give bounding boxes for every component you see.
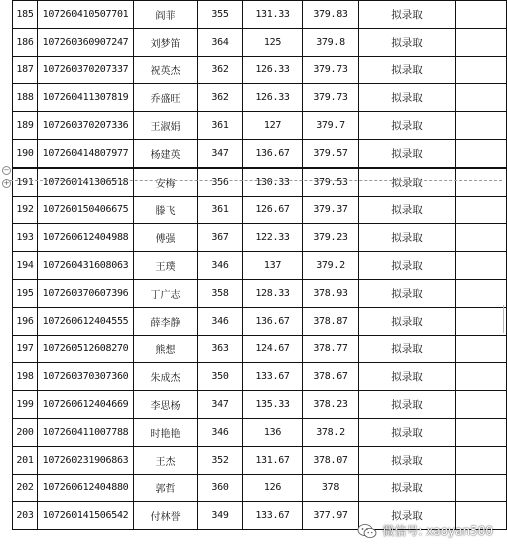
exam-id-cell: 107260370307360 (38, 363, 134, 391)
status-cell: 拟录取 (359, 279, 456, 307)
status-cell: 拟录取 (359, 56, 456, 84)
remarks-cell (456, 252, 507, 280)
exam-id-cell: 107260360907247 (38, 28, 134, 56)
table-row (13, 391, 507, 419)
row-number-cell: 186 (13, 28, 38, 56)
name-cell: 郭哲 (134, 474, 198, 502)
remarks-cell (456, 224, 507, 252)
exam-id-cell: 107260370207337 (38, 56, 134, 84)
name-cell: 祝英杰 (134, 56, 198, 84)
admission-table (12, 0, 507, 530)
retest-score-cell: 130.33 (243, 168, 303, 196)
row-number-cell: 197 (13, 335, 38, 363)
remarks-cell (456, 307, 507, 335)
retest-score-cell: 136 (243, 418, 303, 446)
retest-score-cell: 135.33 (243, 391, 303, 419)
initial-score-cell: 347 (198, 391, 243, 419)
total-score-cell: 378.77 (303, 335, 359, 363)
initial-score-cell: 364 (198, 28, 243, 56)
section-break-line (10, 180, 502, 181)
watermark-text: 微信号: xaoyan500 (382, 524, 493, 538)
initial-score-cell: 360 (198, 474, 243, 502)
table-row (13, 279, 507, 307)
status-cell: 拟录取 (359, 474, 456, 502)
row-number-cell: 203 (13, 502, 38, 530)
name-cell: 滕飞 (134, 196, 198, 224)
remarks-cell (456, 28, 507, 56)
row-number-cell: 199 (13, 391, 38, 419)
retest-score-cell: 125 (243, 28, 303, 56)
exam-id-cell: 107260512608270 (38, 335, 134, 363)
status-cell: 拟录取 (359, 168, 456, 196)
row-number-cell: 193 (13, 224, 38, 252)
exam-id-cell: 107260410507701 (38, 1, 134, 29)
retest-score-cell: 126.67 (243, 196, 303, 224)
retest-score-cell: 133.67 (243, 502, 303, 530)
retest-score-cell: 136.67 (243, 307, 303, 335)
total-score-cell: 378.93 (303, 279, 359, 307)
initial-score-cell: 358 (198, 279, 243, 307)
name-cell: 王杰 (134, 446, 198, 474)
table-row (13, 139, 507, 167)
total-score-cell: 378.07 (303, 446, 359, 474)
name-cell: 刘梦笛 (134, 28, 198, 56)
status-cell: 拟录取 (359, 307, 456, 335)
exam-id-cell: 107260612404988 (38, 224, 134, 252)
total-score-cell: 379.23 (303, 224, 359, 252)
status-cell: 拟录取 (359, 252, 456, 280)
remarks-cell (456, 84, 507, 112)
table-split-handles[interactable] (2, 166, 12, 188)
exam-id-cell: 107260411307819 (38, 84, 134, 112)
wechat-icon (357, 523, 377, 539)
row-number-cell: 188 (13, 84, 38, 112)
status-cell: 拟录取 (359, 84, 456, 112)
table-row (13, 446, 507, 474)
name-cell: 杨建英 (134, 139, 198, 167)
status-cell: 拟录取 (359, 139, 456, 167)
total-score-cell: 379.2 (303, 252, 359, 280)
name-cell: 王璞 (134, 252, 198, 280)
remarks-cell (456, 474, 507, 502)
total-score-cell: 379.7 (303, 112, 359, 140)
row-number-cell: 196 (13, 307, 38, 335)
exam-id-cell: 107260411007788 (38, 418, 134, 446)
status-cell: 拟录取 (359, 1, 456, 29)
exam-id-cell: 107260414807977 (38, 139, 134, 167)
exam-id-cell: 107260612404880 (38, 474, 134, 502)
retest-score-cell: 126 (243, 474, 303, 502)
row-number-cell: 201 (13, 446, 38, 474)
retest-score-cell: 126.33 (243, 84, 303, 112)
table-row (13, 307, 507, 335)
table-row (13, 84, 507, 112)
remarks-cell (456, 168, 507, 196)
collapse-icon[interactable]: − (3, 166, 10, 174)
total-score-cell: 378.2 (303, 418, 359, 446)
initial-score-cell: 352 (198, 446, 243, 474)
expand-icon[interactable]: + (3, 179, 10, 187)
exam-id-cell: 107260370207336 (38, 112, 134, 140)
initial-score-cell: 355 (198, 1, 243, 29)
initial-score-cell: 367 (198, 224, 243, 252)
status-cell: 拟录取 (359, 196, 456, 224)
status-cell: 拟录取 (359, 224, 456, 252)
row-number-cell: 202 (13, 474, 38, 502)
row-number-cell: 185 (13, 1, 38, 29)
right-margin-marker (503, 305, 507, 333)
exam-id-cell: 107260150406675 (38, 196, 134, 224)
status-cell: 拟录取 (359, 335, 456, 363)
row-number-cell: 198 (13, 363, 38, 391)
retest-score-cell: 128.33 (243, 279, 303, 307)
name-cell: 丁广志 (134, 279, 198, 307)
initial-score-cell: 363 (198, 335, 243, 363)
retest-score-cell: 131.33 (243, 1, 303, 29)
table-row (13, 224, 507, 252)
initial-score-cell: 350 (198, 363, 243, 391)
left-gutter (0, 0, 12, 553)
row-number-cell: 194 (13, 252, 38, 280)
name-cell: 薛李静 (134, 307, 198, 335)
retest-score-cell: 127 (243, 112, 303, 140)
remarks-cell (456, 335, 507, 363)
exam-id-cell: 107260141306518 (38, 168, 134, 196)
name-cell: 李思杨 (134, 391, 198, 419)
status-cell: 拟录取 (359, 446, 456, 474)
retest-score-cell: 126.33 (243, 56, 303, 84)
row-number-cell: 190 (13, 139, 38, 167)
exam-id-cell: 107260431608063 (38, 252, 134, 280)
initial-score-cell: 346 (198, 252, 243, 280)
watermark (357, 522, 493, 539)
name-cell: 阎菲 (134, 1, 198, 29)
initial-score-cell: 361 (198, 196, 243, 224)
remarks-cell (456, 391, 507, 419)
total-score-cell: 379.8 (303, 28, 359, 56)
initial-score-cell: 362 (198, 84, 243, 112)
status-cell: 拟录取 (359, 418, 456, 446)
table-row (13, 474, 507, 502)
remarks-cell (456, 446, 507, 474)
initial-score-cell: 346 (198, 307, 243, 335)
name-cell: 朱成杰 (134, 363, 198, 391)
table-row (13, 112, 507, 140)
initial-score-cell: 356 (198, 168, 243, 196)
remarks-cell (456, 112, 507, 140)
status-cell: 拟录取 (359, 502, 456, 530)
table-row (13, 418, 507, 446)
name-cell: 付林誉 (134, 502, 198, 530)
total-score-cell: 379.73 (303, 56, 359, 84)
row-number-cell: 200 (13, 418, 38, 446)
total-score-cell: 378.23 (303, 391, 359, 419)
total-score-cell: 379.57 (303, 139, 359, 167)
retest-score-cell: 136.67 (243, 139, 303, 167)
table-row (13, 168, 507, 196)
name-cell: 安梅 (134, 168, 198, 196)
status-cell: 拟录取 (359, 391, 456, 419)
total-score-cell: 379.53 (303, 168, 359, 196)
table-row (13, 363, 507, 391)
table-row (13, 335, 507, 363)
status-cell: 拟录取 (359, 28, 456, 56)
retest-score-cell: 137 (243, 252, 303, 280)
remarks-cell (456, 139, 507, 167)
status-cell: 拟录取 (359, 112, 456, 140)
table-row (13, 196, 507, 224)
row-number-cell: 195 (13, 279, 38, 307)
total-score-cell: 379.73 (303, 84, 359, 112)
exam-id-cell: 107260231906863 (38, 446, 134, 474)
initial-score-cell: 362 (198, 56, 243, 84)
remarks-cell (456, 1, 507, 29)
remarks-cell (456, 56, 507, 84)
name-cell: 王淑娟 (134, 112, 198, 140)
initial-score-cell: 361 (198, 112, 243, 140)
name-cell: 乔盛旺 (134, 84, 198, 112)
row-number-cell: 191 (13, 168, 38, 196)
name-cell: 熊想 (134, 335, 198, 363)
name-cell: 时艳艳 (134, 418, 198, 446)
retest-score-cell: 124.67 (243, 335, 303, 363)
exam-id-cell: 107260370607396 (38, 279, 134, 307)
exam-id-cell: 107260612404669 (38, 391, 134, 419)
row-number-cell: 192 (13, 196, 38, 224)
total-score-cell: 377.97 (303, 502, 359, 530)
total-score-cell: 379.83 (303, 1, 359, 29)
table-row (13, 252, 507, 280)
initial-score-cell: 349 (198, 502, 243, 530)
total-score-cell: 378.67 (303, 363, 359, 391)
table-row (13, 56, 507, 84)
name-cell: 傅强 (134, 224, 198, 252)
exam-id-cell: 107260612404555 (38, 307, 134, 335)
remarks-cell (456, 196, 507, 224)
initial-score-cell: 347 (198, 139, 243, 167)
retest-score-cell: 122.33 (243, 224, 303, 252)
remarks-cell (456, 279, 507, 307)
row-number-cell: 187 (13, 56, 38, 84)
initial-score-cell: 346 (198, 418, 243, 446)
exam-id-cell: 107260141506542 (38, 502, 134, 530)
total-score-cell: 378.87 (303, 307, 359, 335)
table-row (13, 28, 507, 56)
remarks-cell (456, 363, 507, 391)
retest-score-cell: 133.67 (243, 363, 303, 391)
total-score-cell: 378 (303, 474, 359, 502)
row-number-cell: 189 (13, 112, 38, 140)
remarks-cell (456, 418, 507, 446)
retest-score-cell: 131.67 (243, 446, 303, 474)
status-cell: 拟录取 (359, 363, 456, 391)
table-row (13, 1, 507, 29)
total-score-cell: 379.37 (303, 196, 359, 224)
